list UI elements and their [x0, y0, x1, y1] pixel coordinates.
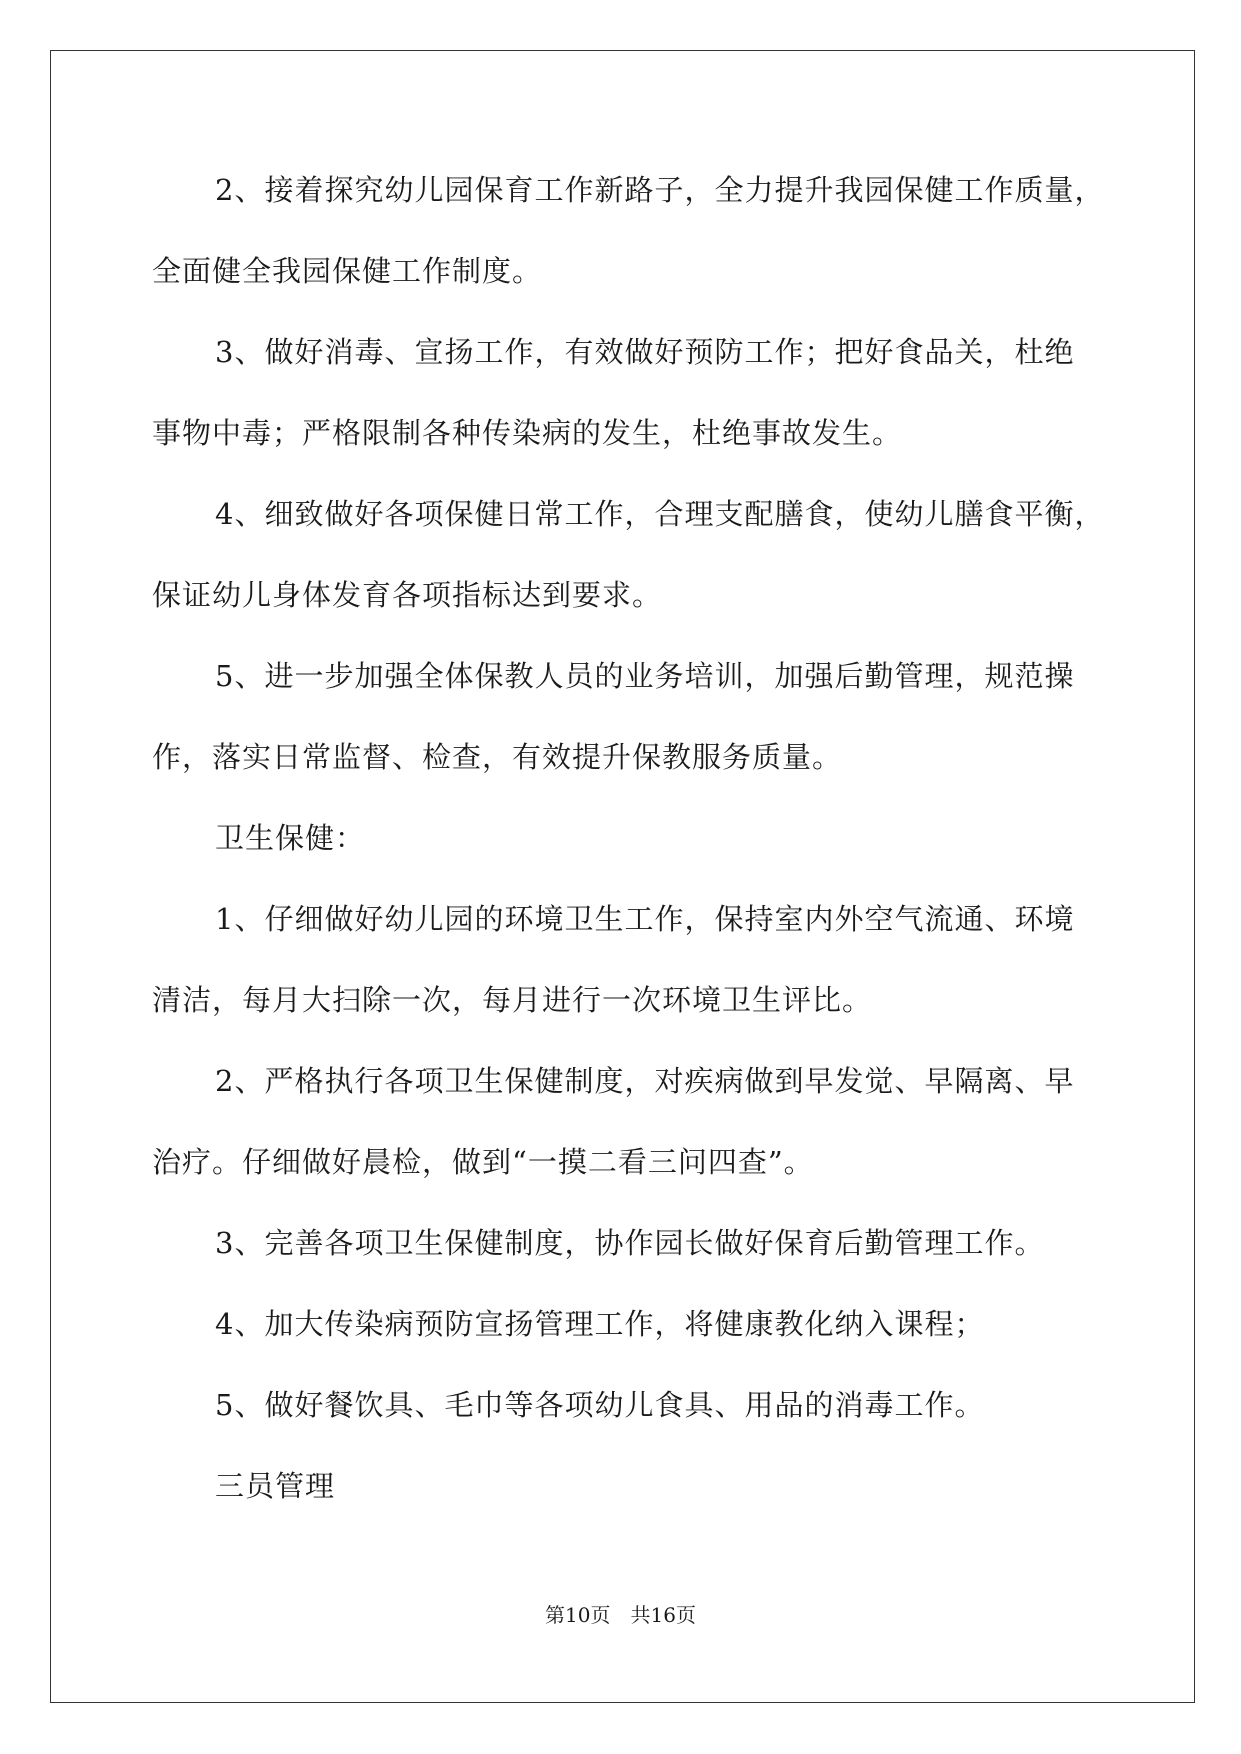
- section-heading: 三员管理: [215, 1469, 336, 1503]
- paragraph-line: 5、做好餐饮具、毛巾等各项幼儿食具、用品的消毒工作。: [215, 1388, 985, 1422]
- paragraph-line: 1、仔细做好幼儿园的环境卫生工作，保持室内外空气流通、环境: [215, 902, 1075, 936]
- page-number: 第10页 共16页: [545, 1603, 696, 1627]
- paragraph-line: 保证幼儿身体发育各项指标达到要求。: [152, 578, 663, 612]
- paragraph-line: 全面健全我园保健工作制度。: [152, 254, 543, 288]
- paragraph-line: 2、接着探究幼儿园保育工作新路子，全力提升我园保健工作质量，: [215, 173, 1105, 207]
- paragraph-line: 3、做好消毒、宣扬工作，有效做好预防工作；把好食品关，杜绝: [215, 335, 1075, 369]
- paragraph-line: 作，落实日常监督、检查，有效提升保教服务质量。: [152, 740, 843, 774]
- page-border: [50, 50, 1195, 1703]
- section-heading: 卫生保健：: [215, 821, 366, 855]
- paragraph-line: 2、严格执行各项卫生保健制度，对疾病做到早发觉、早隔离、早: [215, 1064, 1075, 1098]
- paragraph-line: 5、进一步加强全体保教人员的业务培训，加强后勤管理，规范操: [215, 659, 1075, 693]
- paragraph-line: 4、加大传染病预防宣扬管理工作，将健康教化纳入课程；: [215, 1307, 985, 1341]
- paragraph-line: 4、细致做好各项保健日常工作，合理支配膳食，使幼儿膳食平衡，: [215, 497, 1105, 531]
- paragraph-line: 清洁，每月大扫除一次，每月进行一次环境卫生评比。: [152, 983, 873, 1017]
- paragraph-line: 治疗。仔细做好晨检，做到“一摸二看三问四查”。: [152, 1145, 814, 1179]
- paragraph-line: 事物中毒；严格限制各种传染病的发生，杜绝事故发生。: [152, 416, 903, 450]
- paragraph-line: 3、完善各项卫生保健制度，协作园长做好保育后勤管理工作。: [215, 1226, 1045, 1260]
